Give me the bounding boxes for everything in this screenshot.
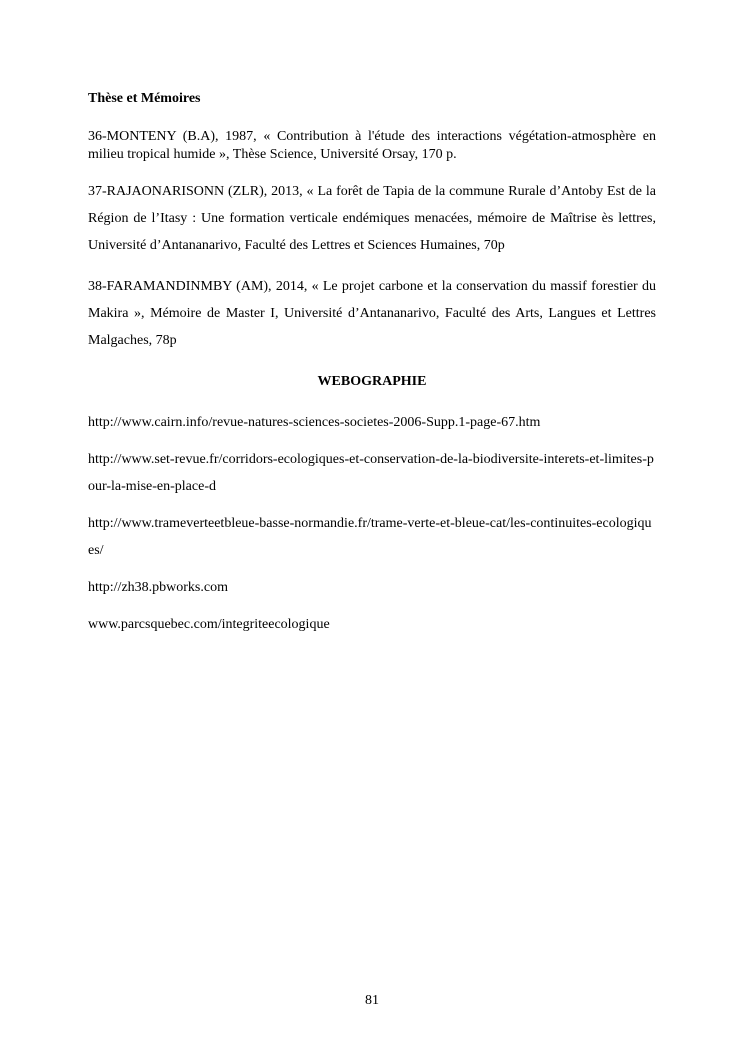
web-link-trame-verte[interactable]: http://www.trameverteetbleue-basse-normandie.fr/trame-verte-et-bleue-cat/les-continuites-ecologiques/: [88, 516, 652, 558]
webography-heading: WEBOGRAPHIE: [317, 374, 427, 389]
reference-38: 38-FARAMANDINMBY (AM), 2014, « Le projet carbone et la conservation du massif forestier du Makira », Mémoire de Master I, Université d’Antananarivo, Faculté des Arts, Langues et Lettres Malgaches, 78p: [88, 279, 656, 348]
reference-36: 36-MONTENY (B.A), 1987, « Contribution à l'étude des interactions végétation-atmosphère en milieu tropical humide », Thèse Science, Université Orsay, 170 p.: [88, 129, 656, 162]
web-link-set-revue[interactable]: http://www.set-revue.fr/corridors-ecologiques-et-conservation-de-la-biodiversite-interets-et-limites-pour-la-mise-en-place-d: [88, 452, 654, 494]
web-link-pbworks[interactable]: http://zh38.pbworks.com: [88, 580, 228, 595]
web-link-cairn[interactable]: http://www.cairn.info/revue-natures-sciences-societes-2006-Supp.1-page-67.htm: [88, 415, 541, 430]
web-link-parcsquebec[interactable]: www.parcsquebec.com/integriteecologique: [88, 617, 330, 632]
page-content: [88, 90, 656, 648]
page-number: 81: [365, 993, 379, 1008]
reference-37: 37-RAJAONARISONN (ZLR), 2013, « La forêt de Tapia de la commune Rurale d’Antoby Est de la Région de l’Itasy : Une formation verticale endémiques menacées, mémoire de Maîtrise ès lettres, Université d’Antananarivo, Faculté des Lettres et Sciences Humaines, 70p: [88, 184, 656, 253]
theses-heading: Thèse et Mémoires: [88, 91, 201, 106]
